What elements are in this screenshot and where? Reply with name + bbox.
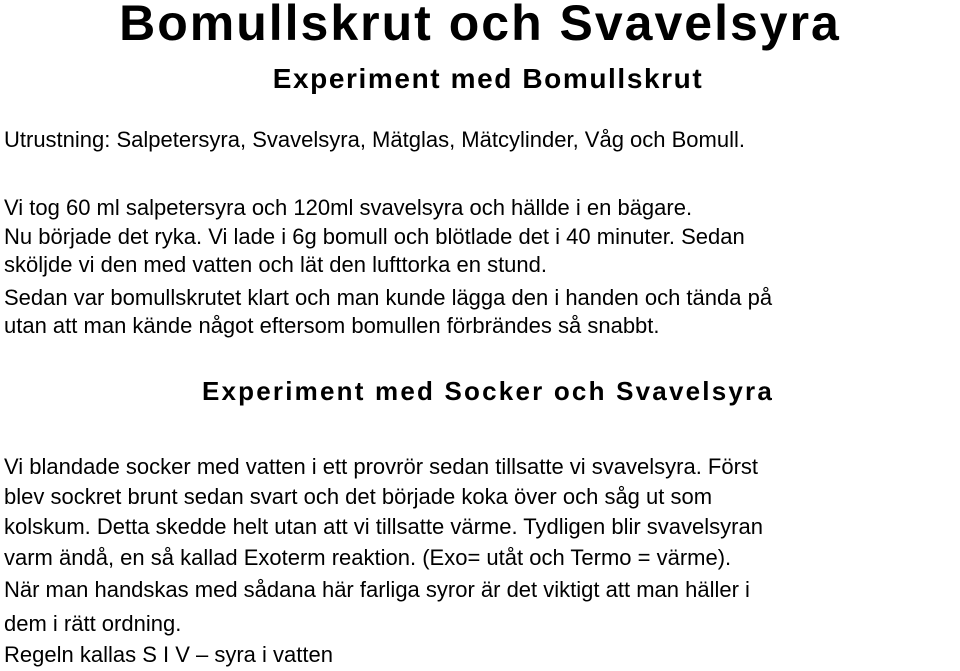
section2-line-1: Vi blandade socker med vatten i ett provrör sedan tillsatte vi svavelsyra. Först — [4, 454, 759, 479]
section1-line-5: utan att man kände något eftersom bomullen förbrändes så snabbt. — [4, 313, 660, 338]
section2-line-5: När man handskas med sådana här farliga syror är det viktigt att man häller i — [4, 577, 750, 602]
equipment-line: Utrustning: Salpetersyra, Svavelsyra, Mätglas, Mätcylinder, Våg och Bomull. — [4, 127, 745, 152]
section1-line-4: Sedan var bomullskrutet klart och man kunde lägga den i handen och tända på — [4, 285, 773, 310]
section2-line-4: varm ändå, en så kallad Exoterm reaktion. (Exo= utåt och Termo = värme). — [4, 545, 732, 570]
section1-line-1: Vi tog 60 ml salpetersyra och 120ml svavelsyra och hällde i en bägare. — [4, 195, 693, 220]
section-heading-socker: Experiment med Socker och Svavelsyra — [201, 376, 774, 406]
section2-line-3: kolskum. Detta skedde helt utan att vi tillsatte värme. Tydligen blir svavelsyran — [4, 514, 763, 539]
section1-line-3: sköljde vi den med vatten och lät den lufttorka en stund. — [4, 252, 547, 277]
section-heading-bomullskrut: Experiment med Bomullskrut — [272, 63, 704, 94]
section2-line-2: blev sockret brunt sedan svart och det började koka över och såg ut som — [4, 484, 713, 509]
page-title: Bomullskrut och Svavelsyra — [119, 0, 841, 51]
section2-line-7: Regeln kallas S I V – syra i vatten — [4, 642, 333, 667]
section2-line-6: dem i rätt ordning. — [4, 611, 182, 636]
section1-line-2: Nu började det ryka. Vi lade i 6g bomull och blötlade det i 40 minuter. Sedan — [4, 224, 745, 249]
